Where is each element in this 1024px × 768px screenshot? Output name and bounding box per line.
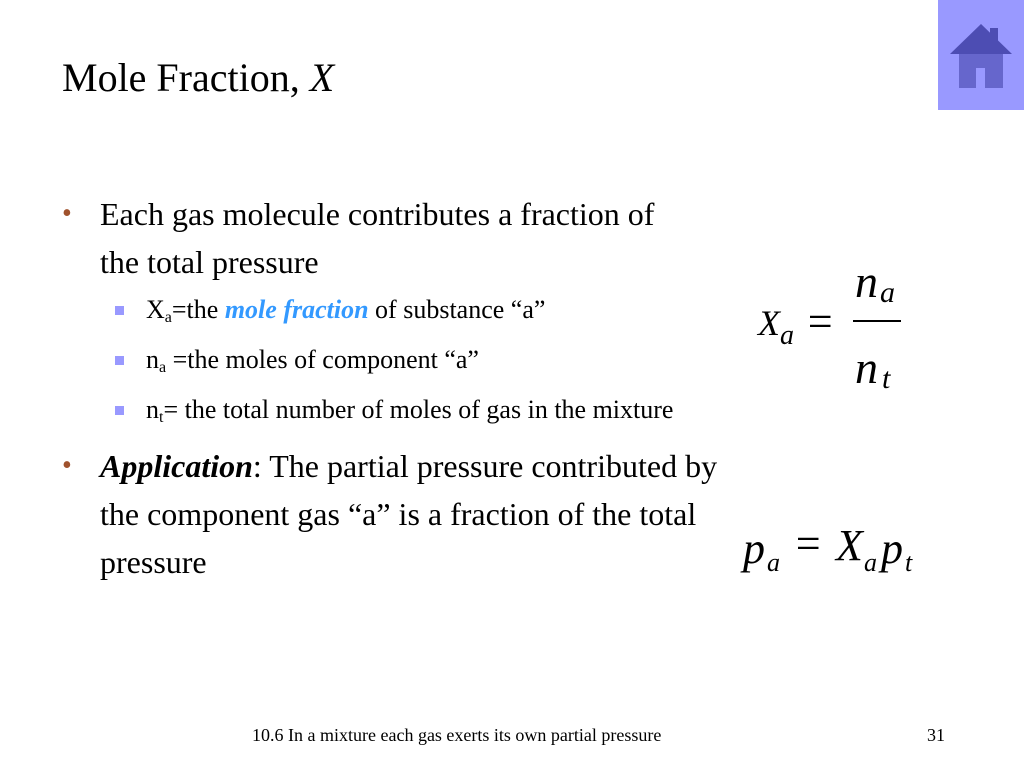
term-subscript: a <box>164 309 172 326</box>
home-icon <box>948 22 1014 88</box>
title-text: Mole Fraction, <box>62 55 310 100</box>
equation-symbol: X <box>836 521 863 570</box>
equation-symbol: n <box>855 342 878 393</box>
equation-subscript: t <box>905 548 913 577</box>
slide-title <box>62 52 334 104</box>
equation-subscript: a <box>880 276 895 309</box>
slide-content <box>62 190 742 586</box>
equals-sign: = <box>805 297 835 346</box>
sub-bullet-item <box>62 392 742 428</box>
sub-bullet-text: of substance “a” <box>368 295 546 324</box>
equation-subscript: a <box>864 548 877 577</box>
sub-bullet-list <box>62 292 742 428</box>
home-button[interactable] <box>938 0 1024 110</box>
term-symbol: n <box>146 395 159 424</box>
square-bullet-icon <box>115 406 124 415</box>
equation-subscript: a <box>767 548 780 577</box>
bullet-item <box>62 190 742 286</box>
bullet-text: : The partial pressure contributed by the component gas “a” is a fraction of the total pressure <box>100 448 718 580</box>
equation-subscript: a <box>780 320 794 351</box>
equation-symbol: X <box>758 303 780 343</box>
application-label: Application <box>100 448 253 484</box>
equation-symbol: n <box>855 256 878 307</box>
equals-sign: = <box>793 519 823 568</box>
term-symbol: X <box>146 295 165 324</box>
bullet-dot-icon: • <box>62 198 72 229</box>
term-subscript: a <box>159 359 167 376</box>
fraction-bar <box>853 320 901 322</box>
page-number: 31 <box>927 725 945 745</box>
bullet-text: Each gas molecule contributes a fraction of the total pressure <box>100 196 655 280</box>
emphasis-text: mole fraction <box>224 295 369 324</box>
sub-bullet-item <box>62 342 742 378</box>
bullet-item <box>62 442 742 586</box>
equation-symbol: p <box>881 524 903 573</box>
square-bullet-icon <box>115 306 124 315</box>
sub-bullet-item <box>62 292 742 328</box>
sub-bullet-text: = the total number of moles of gas in the mixture <box>163 395 674 424</box>
bullet-dot-icon: • <box>62 450 72 481</box>
term-subscript: t <box>159 409 164 426</box>
sub-bullet-text: =the <box>171 295 225 324</box>
square-bullet-icon <box>115 356 124 365</box>
equation-subscript: t <box>882 362 891 395</box>
equation-symbol: p <box>743 524 765 573</box>
footer-text: 10.6 In a mixture each gas exerts its own partial pressure <box>252 725 662 745</box>
term-symbol: n <box>146 345 159 374</box>
title-variable: X <box>309 55 335 100</box>
sub-bullet-text: =the moles of component “a” <box>166 345 479 374</box>
